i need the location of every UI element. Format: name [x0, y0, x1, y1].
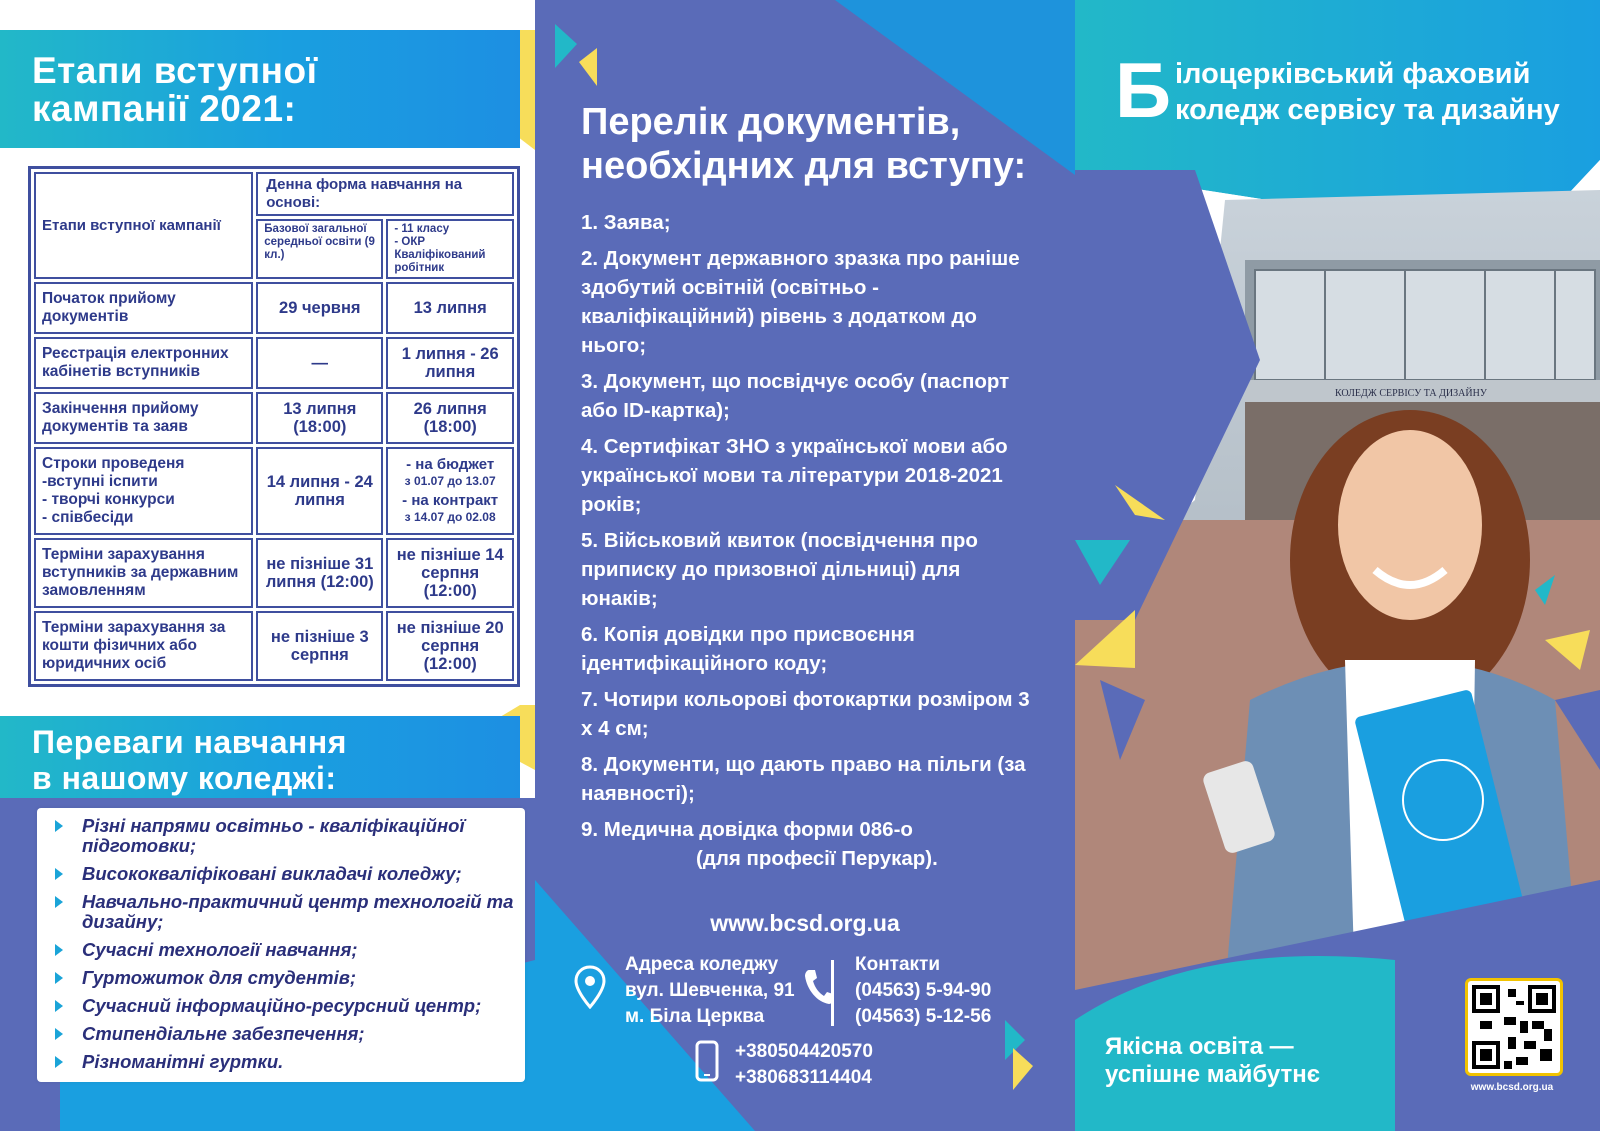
list-item: 5. Військовий квиток (посвідчення про приписку до призовної дільниці) для юнаків; [581, 529, 978, 610]
row-label: Закінчення прийому документів та заяв [34, 392, 253, 444]
mobile-1[interactable]: +380504420570 [735, 1041, 873, 1062]
table-header-row [34, 172, 514, 216]
documents-list [581, 208, 1041, 880]
row-label: Терміни зарахування за кошти фізичних або юридичних осіб [34, 611, 253, 681]
slogan-line2: успішне майбутнє [1105, 1061, 1320, 1088]
brand-line1: ілоцерківський фаховий [1175, 58, 1531, 90]
yellow-triangle-bottom [1013, 1048, 1033, 1090]
advantages-banner [0, 716, 520, 798]
row-basic: 29 червня [256, 282, 383, 334]
middle-panel [535, 0, 1075, 1131]
building-sign-text: КОЛЕДЖ СЕРВІСУ ТА ДИЗАЙНУ [1335, 388, 1487, 399]
phone-2[interactable]: (04563) 5-12-56 [855, 1006, 992, 1027]
bullet-icon [55, 944, 63, 956]
row-basic: 13 липня (18:00) [256, 392, 383, 444]
row-basic: 14 липня - 24 липня [256, 447, 383, 535]
advantages-list [37, 808, 525, 1072]
list-item: Сучасний інформаційно-ресурсний центр; [37, 996, 525, 1016]
list-item: Стипендіальне забезпечення; [37, 1024, 525, 1044]
stages-table [28, 166, 520, 687]
advantages-title [32, 724, 347, 796]
row-basic: не пізніше 31 липня (12:00) [256, 538, 383, 608]
address-street: вул. Шевченка, 91 [625, 980, 795, 1001]
bullet-icon [55, 1028, 63, 1040]
header-stages: Етапи вступної кампанії [34, 172, 253, 279]
list-item: (для професії Перукар). [696, 847, 938, 870]
slogan [1105, 1033, 1320, 1089]
location-pin-icon [573, 965, 607, 1009]
row-basic: — [256, 337, 383, 389]
brand-letter: Б [1115, 46, 1172, 134]
bullet-icon [55, 896, 63, 908]
table-row [34, 337, 514, 389]
right-decor [1075, 0, 1600, 1131]
qr-code[interactable] [1465, 978, 1563, 1076]
documents-title [581, 100, 1051, 188]
brand-line2: коледж сервісу та дизайну [1175, 94, 1560, 126]
mobile-phone-icon [695, 1040, 719, 1082]
bullet-icon [55, 868, 63, 880]
table-row [34, 611, 514, 681]
list-item: Гуртожиток для студентів; [37, 968, 525, 988]
row-eleven: - на бюджет з 01.07 до 13.07 - на контракт з 14.07 до 02.08 [386, 447, 514, 535]
list-item: Навчально-практичний центр технологій та дизайну; [37, 892, 525, 932]
row-eleven: не пізніше 20 серпня (12:00) [386, 611, 514, 681]
slogan-line1: Якісна освіта — [1105, 1033, 1294, 1060]
list-item: Різноманітні гуртки. [37, 1052, 525, 1072]
row-eleven: 26 липня (18:00) [386, 392, 514, 444]
address-block [625, 952, 795, 1030]
address-city: м. Біла Церква [625, 1006, 765, 1027]
right-panel [1075, 0, 1600, 1131]
bullet-icon [55, 1000, 63, 1012]
list-item: 9. Медична довідка форми 086-о [581, 818, 913, 841]
documents-title-line1: Перелік документів, [581, 101, 961, 143]
documents-title-line2: необхідних для вступу: [581, 145, 1027, 187]
advantages-title-line1: Переваги навчання [32, 724, 347, 760]
qr-url: www.bcsd.org.ua [1470, 1082, 1554, 1093]
list-item: 1. Заява; [581, 211, 671, 234]
contacts-label: Контакти [855, 954, 941, 975]
contacts-block [855, 952, 991, 1030]
row-label: Терміни зарахування вступників за державним замовленням [34, 538, 253, 608]
face [1338, 430, 1482, 620]
list-item: 2. Документ державного зразка про раніше здобутий освітній (освітньо - кваліфікаційний) рівень з додатком до нього; [581, 247, 1020, 357]
yellow-triangle-top [579, 48, 597, 86]
left-panel [0, 0, 535, 1131]
row-eleven: 1 липня - 26 липня [386, 337, 514, 389]
header-group: Денна форма навчання на основі: [256, 172, 514, 216]
phone-icon [803, 966, 833, 1008]
list-item: 4. Сертифікат ЗНО з української мови або української мови та літератури 2018-2021 років; [581, 435, 1008, 516]
list-item: 7. Чотири кольорові фотокартки розміром 3 х 4 см; [581, 688, 1030, 740]
phone-1[interactable]: (04563) 5-94-90 [855, 980, 992, 1001]
stages-title-line2: кампанії 2021: [32, 88, 297, 129]
table-row [34, 282, 514, 334]
list-item: Висококваліфіковані викладачі коледжу; [37, 864, 525, 884]
stages-title [32, 52, 317, 128]
address-label: Адреса коледжу [625, 954, 779, 975]
list-item: Сучасні технології навчання; [37, 940, 525, 960]
mobile-2[interactable]: +380683114404 [735, 1067, 872, 1088]
header-eleven: - 11 класу - ОКР Кваліфікований робітник [386, 219, 514, 279]
header-basic: Базової загальної середньої освіти (9 кл.) [256, 219, 383, 279]
row-label: Початок прийому документів [34, 282, 253, 334]
bullet-icon [55, 972, 63, 984]
building-windows [1255, 270, 1595, 380]
bullet-icon [55, 820, 63, 832]
row-basic: не пізніше 3 серпня [256, 611, 383, 681]
row-eleven: 13 липня [386, 282, 514, 334]
advantages-title-line2: в нашому коледжі: [32, 760, 337, 796]
table-row [34, 447, 514, 535]
table-row [34, 538, 514, 608]
mobile-block [735, 1039, 873, 1091]
list-item: 8. Документи, що дають право на пільги (за наявності); [581, 753, 1026, 805]
qr-pattern-icon [1468, 981, 1560, 1073]
row-eleven: не пізніше 14 серпня (12:00) [386, 538, 514, 608]
bullet-icon [55, 1056, 63, 1068]
stages-banner [0, 30, 520, 148]
list-item: 3. Документ, що посвідчує особу (паспорт або ID-картка); [581, 370, 1010, 422]
website-link[interactable]: www.bcsd.org.ua [710, 910, 900, 936]
row-label: Строки проведеня -вступні іспити - творчі конкурси - співбесіди [34, 447, 253, 535]
list-item: 6. Копія довідки про присвоєння ідентифікаційного коду; [581, 623, 915, 675]
advantages-box [37, 808, 525, 1082]
list-item: Різні напрями освітньо - кваліфікаційної підготовки; [37, 816, 525, 856]
row-label: Реєстрація електронних кабінетів вступників [34, 337, 253, 389]
stages-title-line1: Етапи вступної [32, 50, 318, 91]
table-row [34, 392, 514, 444]
